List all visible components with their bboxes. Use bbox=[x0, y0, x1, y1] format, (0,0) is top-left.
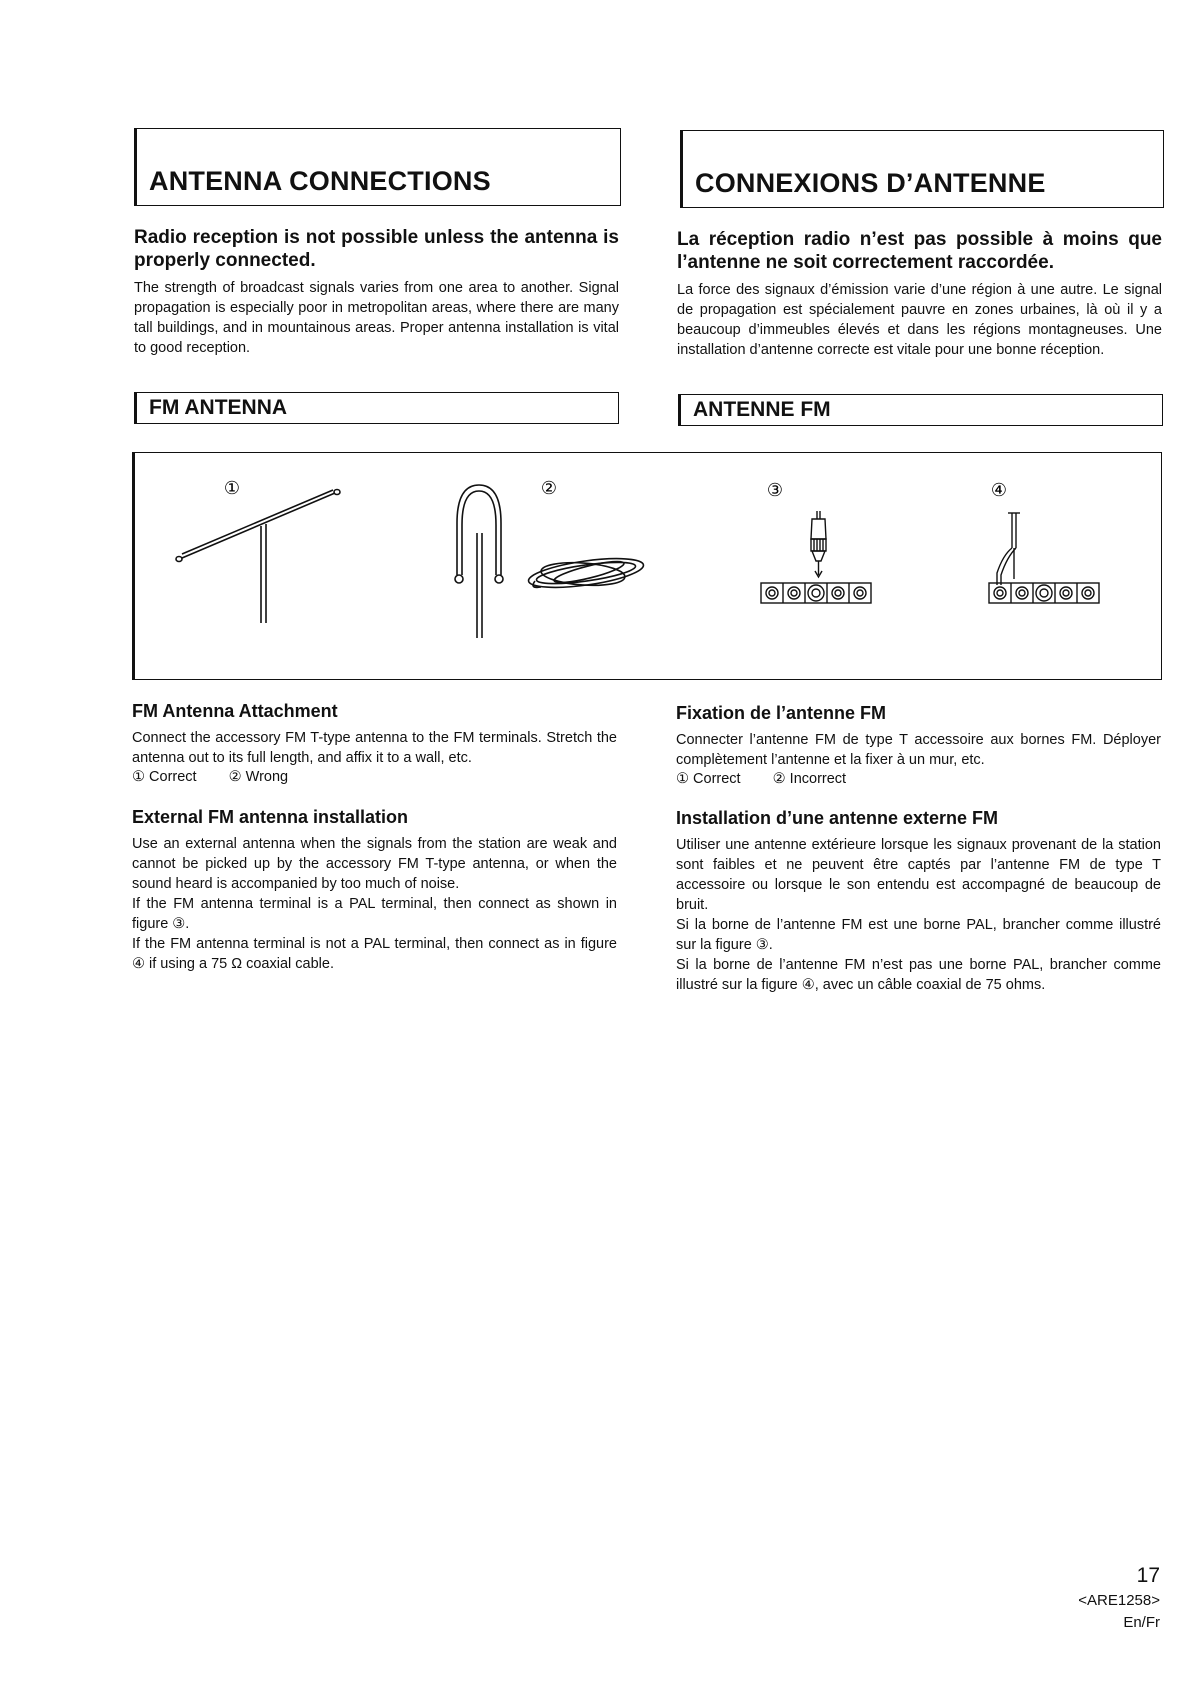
left-external-paragraph-3: If the FM antenna terminal is not a PAL terminal, then connect as in figure ④ if using a 75 Ω coaxial cable. bbox=[132, 936, 617, 972]
right-external-paragraph-3: Si la borne de l’antenne FM n’est pas une borne PAL, brancher comme illustré sur la figure ④, avec un câble coaxial de 75 ohms. bbox=[676, 957, 1161, 993]
right-page-title: CONNEXIONS D’ANTENNE bbox=[695, 168, 1046, 198]
left-correct-label: ① Correct bbox=[132, 769, 197, 785]
right-attach-text: Connecter l’antenne FM de type T accessoire aux bornes FM. Déployer complètement l’antenne et la fixer à un mur, etc. bbox=[676, 732, 1161, 768]
coaxial-terminal-connection bbox=[989, 513, 1099, 603]
right-title-box bbox=[680, 130, 1164, 208]
left-attach-heading: FM Antenna Attachment bbox=[132, 701, 338, 721]
antenna-wrong-setup bbox=[455, 485, 645, 638]
page-number: 17 bbox=[1136, 1564, 1160, 1587]
right-section-title: ANTENNE FM bbox=[693, 398, 831, 421]
left-external-heading: External FM antenna installation bbox=[132, 807, 409, 827]
antenna-figure-panel bbox=[132, 452, 1162, 680]
right-external-text bbox=[676, 835, 1161, 995]
right-wrong-label: ② Incorrect bbox=[772, 771, 847, 787]
left-section-box bbox=[134, 392, 619, 424]
left-external-paragraph-2: If the FM antenna terminal is a PAL terminal, then connect as shown in figure ③. bbox=[132, 896, 617, 932]
figure-label-1: ① bbox=[223, 478, 241, 499]
left-lead-text: Radio reception is not possible unless the antenna is properly connected. bbox=[134, 227, 619, 271]
right-external-paragraph-2: Si la borne de l’antenne FM est une borne PAL, brancher comme illustré sur la figure ③. bbox=[676, 917, 1161, 953]
figure-label-2: ② bbox=[540, 478, 558, 499]
left-title-box bbox=[134, 128, 621, 206]
language-codes: En/Fr bbox=[1123, 1614, 1160, 1631]
pal-terminal-connection bbox=[761, 511, 871, 603]
antenna-illustration bbox=[135, 453, 1163, 679]
left-page-title: ANTENNA CONNECTIONS bbox=[149, 166, 491, 196]
right-section-box bbox=[678, 394, 1163, 426]
left-figure-legend bbox=[132, 767, 617, 787]
right-figure-legend bbox=[676, 769, 1161, 789]
left-external-paragraph-1: Use an external antenna when the signals from the station are weak and cannot be picked up by the accessory FM T-type antenna, or when the sound heard is accompanied by too much of noise. bbox=[132, 836, 617, 892]
right-external-paragraph-1: Utiliser une antenne extérieure lorsque les signaux provenant de la station sont faibles et ne peuvent être captés par l’antenne FM de type T accessoire ou lorsque le son entendu est accompagné de beaucoup de bruit. bbox=[676, 837, 1161, 913]
right-intro-text: La force des signaux d’émission varie d’une région à une autre. Le signal de propagation est spécialement pauvre en zones urbaines, là où il y a beaucoup d’immeubles élevés et dans les régions montagneuses. Une installation d’antenne correcte est vitale pour une bonne réception. bbox=[677, 282, 1162, 358]
left-section-title: FM ANTENNA bbox=[149, 396, 288, 419]
left-external-text bbox=[132, 834, 617, 974]
right-external-heading: Installation d’une antenne externe FM bbox=[676, 808, 999, 828]
left-wrong-label: ② Wrong bbox=[228, 769, 289, 785]
figure-label-3: ③ bbox=[766, 480, 784, 501]
right-attach-heading: Fixation de l’antenne FM bbox=[676, 703, 887, 723]
left-intro-text: The strength of broadcast signals varies from one area to another. Signal propagation is especially poor in metropolitan areas, where there are many tall buildings, and in mountainous areas. Proper antenna installation is vital to good reception. bbox=[134, 280, 619, 356]
t-type-antenna-correct bbox=[176, 490, 340, 624]
figure-label-4: ④ bbox=[990, 480, 1008, 501]
left-attach-text: Connect the accessory FM T-type antenna to the FM terminals. Stretch the antenna out to its full length, and affix it to a wall, etc. bbox=[132, 730, 617, 766]
right-correct-label: ① Correct bbox=[676, 771, 741, 787]
document-code: <ARE1258> bbox=[1078, 1592, 1160, 1609]
right-lead-text: La réception radio n’est pas possible à moins que l’antenne ne soit correctement raccordée. bbox=[677, 229, 1162, 273]
